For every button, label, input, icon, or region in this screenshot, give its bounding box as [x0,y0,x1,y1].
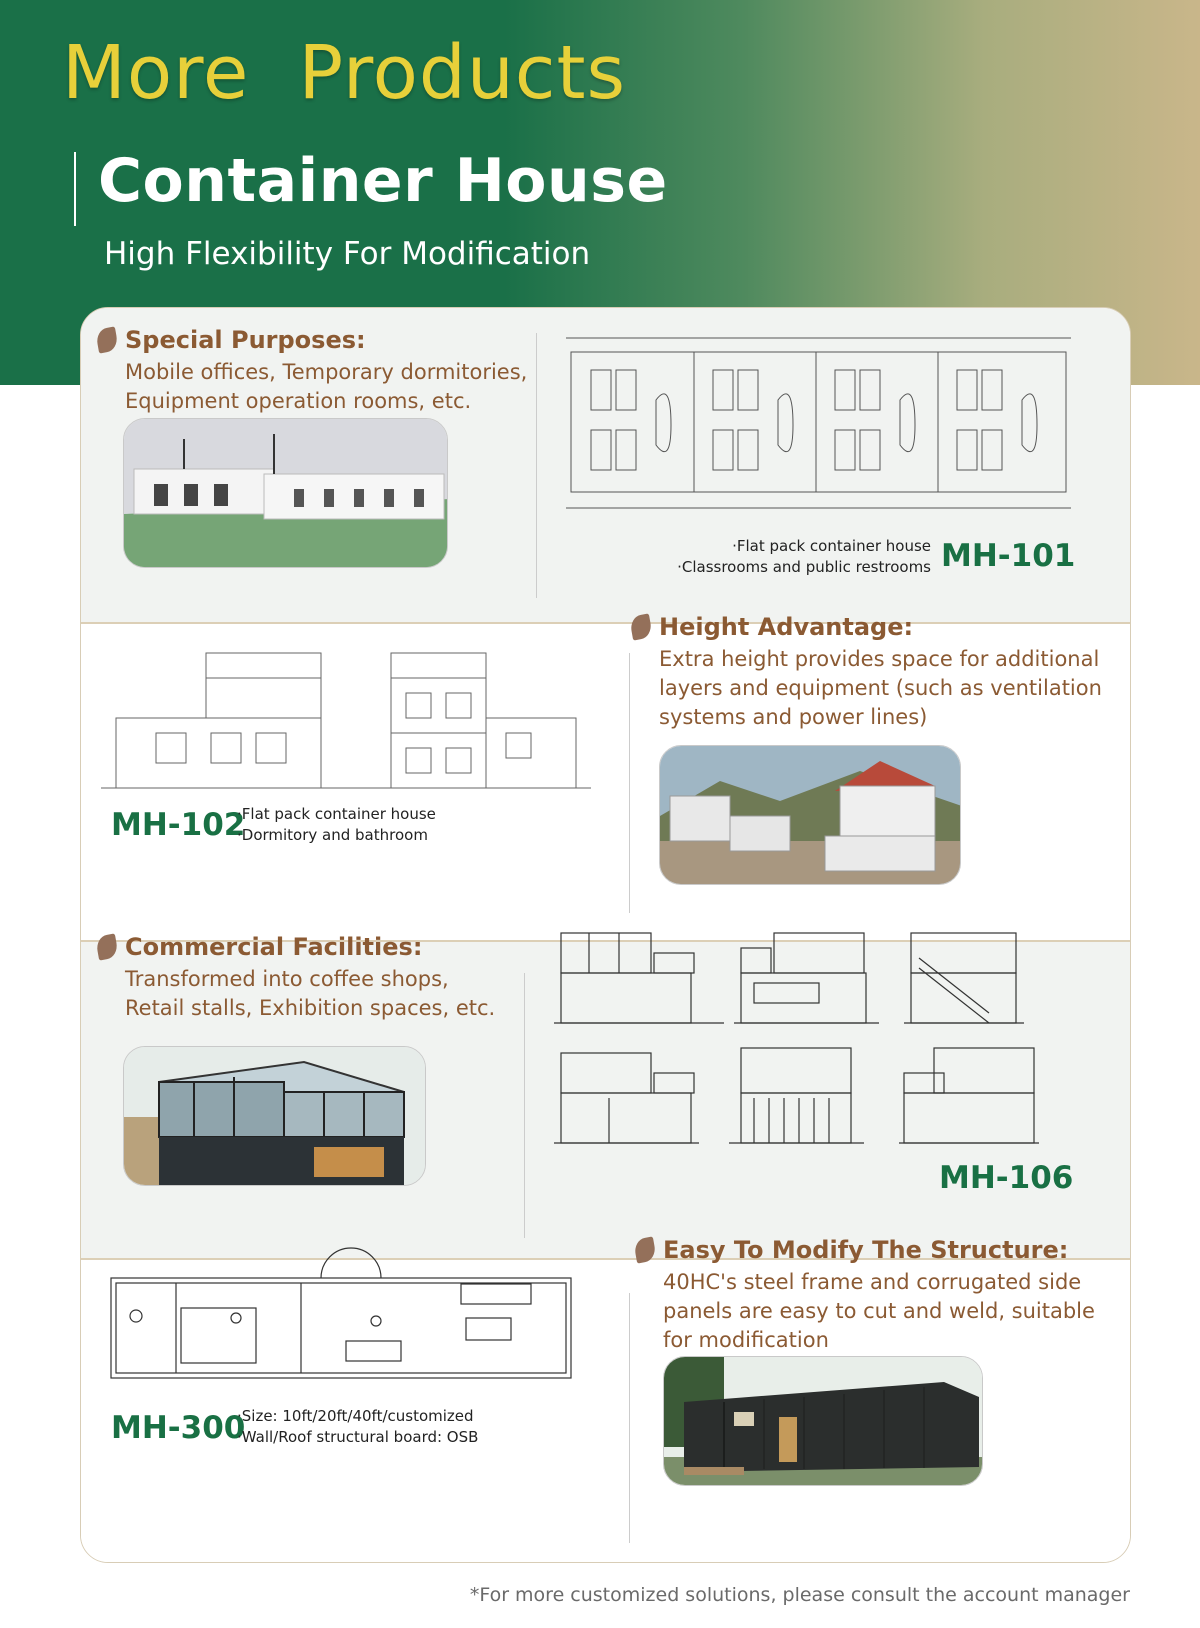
mh-300-notes [237,1406,478,1448]
section-title: Commercial Facilities: [125,933,423,961]
footnote: *For more customized solutions, please consult the account manager [469,1584,1130,1606]
section-title: Easy To Modify The Structure: [663,1236,1069,1264]
shipping-container-photo [663,1356,983,1486]
leaf-icon [95,933,119,960]
glass-cafe-photo [123,1046,426,1186]
column-divider [536,333,537,598]
page-tagline: High Flexibility For Modification [104,236,591,272]
leaf-icon [633,1236,657,1263]
office-building-photo [123,418,448,568]
page-title: More Products [62,30,627,116]
note-line: ·Size: 10ft/20ft/40ft/customized [237,1407,474,1425]
column-divider [629,653,630,913]
note-line: ·Flat pack container house [732,537,931,555]
model-code-mh-102: MH-102 [111,807,246,843]
leaf-icon [95,326,119,353]
height-advantage-heading [631,613,913,641]
note-line: ·Dormitory and bathroom [237,826,428,844]
special-purposes-heading [97,326,366,354]
body-line: layers and equipment (such as ventilation [659,676,1102,700]
body-line: systems and power lines) [659,705,928,729]
mh-106-elevation-drawings [549,928,1049,1158]
section-title: Special Purposes: [125,326,366,354]
note-line: ·Wall/Roof structural board: OSB [237,1428,479,1446]
body-line: Extra height provides space for additional [659,647,1100,671]
model-code-mh-300: MH-300 [111,1410,246,1446]
mh-102-notes [237,804,436,846]
two-story-house-photo [659,745,961,885]
column-divider [524,973,525,1238]
body-line: Retail stalls, Exhibition spaces, etc. [125,996,496,1020]
body-line: Equipment operation rooms, etc. [125,389,472,413]
model-code-mh-101: MH-101 [941,538,1076,574]
section-body [659,645,1102,732]
note-line: ·Classrooms and public restrooms [677,558,931,576]
section-title: Height Advantage: [659,613,914,641]
mh-102-elevation-drawing [101,638,601,803]
body-line: Mobile offices, Temporary dormitories, [125,360,528,384]
mh-300-floor-plan [106,1246,576,1391]
leaf-icon [629,613,653,640]
products-card [80,307,1131,1563]
easy-to-modify-heading [635,1236,1068,1264]
note-line: ·Flat pack container house [237,805,436,823]
body-line: Transformed into coffee shops, [125,967,449,991]
body-line: for modification [663,1328,829,1352]
section-body [125,358,527,416]
section-divider [81,622,1130,624]
model-code-mh-106: MH-106 [939,1160,1074,1196]
page-subtitle: Container House [98,146,668,216]
title-divider [74,152,76,226]
body-line: 40HC's steel frame and corrugated side [663,1270,1082,1294]
body-line: panels are easy to cut and weld, suitable [663,1299,1095,1323]
commercial-facilities-heading [97,933,422,961]
section-body [125,965,495,1023]
section-body [663,1268,1095,1355]
column-divider [629,1293,630,1543]
mh-101-notes [641,536,931,578]
mh-101-floor-plan [566,330,1086,525]
